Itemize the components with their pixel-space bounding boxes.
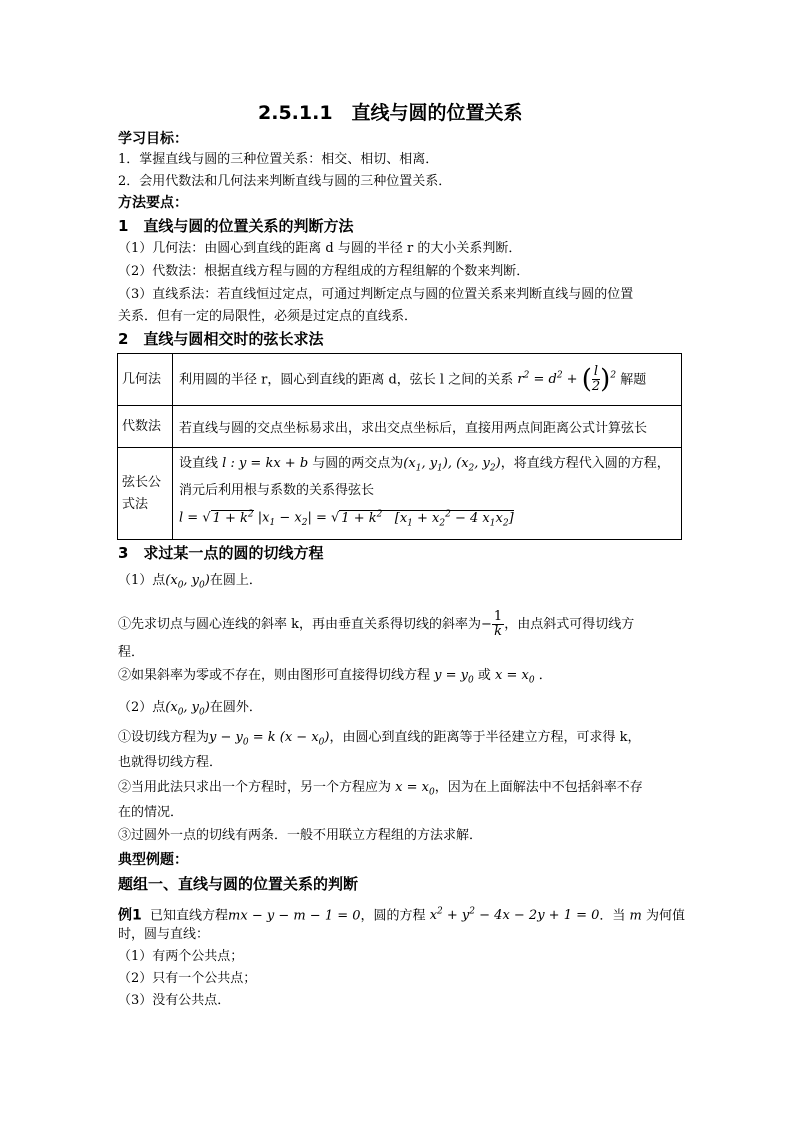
formula: ($x_1$, $y_1$), ($x_2$, $y_2$) — [403, 455, 501, 474]
paragraph: ③过圆外一点的切线有两条．一般不用联立方程组的方法求解． — [118, 828, 483, 843]
question-item: （3）没有公共点． — [118, 993, 231, 1008]
row-text: ，将直线方程代入圆的方程， — [500, 455, 670, 471]
question-item: （1）有两个公共点； — [118, 949, 244, 964]
paragraph: （2）代数法：根据直线方程与圆的方程组成的方程组解的个数来判断． — [118, 264, 530, 279]
paragraph: 程． — [118, 645, 145, 660]
question-item: （2）只有一个公共点； — [118, 971, 257, 986]
row-content — [173, 448, 682, 540]
section-heading-3: 3 求过某一点的圆的切线方程 — [118, 544, 324, 562]
formula: $r^2 = d^2$ + ( $\frac{l}{2}$ )$^2$ — [517, 364, 617, 395]
paragraph: ②当用此法只求出一个方程时，另一个方程应为 $x = x_0$，因为在上面解法中不包括斜率不存 — [118, 780, 643, 798]
paragraph: 在的情况． — [118, 805, 184, 820]
paragraph: ②如果斜率为零或不存在，则由图形可直接得切线方程 $y = y_0$ 或 $x = x_0$ ． — [118, 668, 552, 686]
table-row — [118, 406, 682, 448]
examples-heading: 典型例题： — [118, 852, 188, 868]
method-heading: 方法要点： — [118, 195, 188, 211]
paragraph: （1）几何法：由圆心到直线的距离 d 与圆的半径 r 的大小关系判断． — [118, 241, 522, 256]
page-title: 2.5.1.1 直线与圆的位置关系 — [258, 102, 523, 124]
row-content: 若直线与圆的交点坐标易求出，求出交点坐标后，直接用两点间距离公式计算弦长 — [173, 406, 682, 448]
row-tail: 解题 — [620, 372, 647, 387]
example-statement: 例1 已知直线方程mx − y − m − 1 = 0，圆的方程 $x^2 + y^2 - 4x - 2y + 1 = 0$．当 m 为何值 — [118, 907, 686, 924]
paragraph: （1）点($x_0$, $y_0$)在圆上． — [118, 573, 262, 591]
paragraph: 也就得切线方程． — [118, 755, 223, 770]
goal-item: 1．掌握直线与圆的三种位置关系：相交、相切、相离． — [118, 152, 439, 167]
row-text: 与圆的两交点为 — [312, 455, 404, 471]
chord-length-table — [117, 353, 682, 540]
row-head: 弦长公式法 — [118, 448, 173, 540]
paragraph: ①设切线方程为$y - y_0 = k$ $(x - x_0)$，由圆心到直线的距离等于半径建立方程，可求得 k， — [118, 730, 641, 748]
goal-item: 2．会用代数法和几何法来判断直线与圆的三种位置关系． — [118, 174, 452, 189]
row-text: 利用圆的半径 r，圆心到直线的距离 d，弦长 l 之间的关系 — [179, 372, 514, 387]
paragraph: 关系．但有一定的局限性，必须是过定点的直线系． — [118, 309, 418, 324]
row-head: 代数法 — [118, 406, 173, 448]
table-row — [118, 354, 682, 406]
formula: l : y = kx + b — [218, 455, 313, 471]
row-head: 几何法 — [118, 354, 173, 406]
paragraph: （2）点($x_0$, $y_0$)在圆外． — [118, 700, 262, 718]
section-heading-1: 1 直线与圆的位置关系的判断方法 — [118, 217, 354, 235]
goals-heading: 学习目标： — [118, 131, 188, 147]
paragraph: （3）直线系法：若直线恒过定点，可通过判断定点与圆的位置关系来判断直线与圆的位置 — [118, 287, 634, 302]
row-text: 消元后利用根与系数的关系得弦长 — [179, 483, 375, 499]
example-group-heading: 题组一、直线与圆的位置关系的判断 — [118, 875, 359, 893]
formula: l = √ $1 + k^2$ $|x_1 - x_2|$ = √ $1 + k^2$ [$x_1 + x_2^2 - 4$ $x_1x_2$] — [179, 509, 514, 529]
section-heading-2: 2 直线与圆相交时的弦长求法 — [118, 330, 324, 348]
row-content — [173, 354, 682, 406]
paragraph: ①先求切点与圆心连线的斜率 k，再由垂直关系得切线的斜率为− $\frac{1}{k}$ ，由点斜式可得切线方 — [118, 609, 635, 639]
example-statement: 时，圆与直线： — [118, 927, 210, 942]
table-row — [118, 448, 682, 540]
row-text: 设直线 — [179, 455, 219, 471]
